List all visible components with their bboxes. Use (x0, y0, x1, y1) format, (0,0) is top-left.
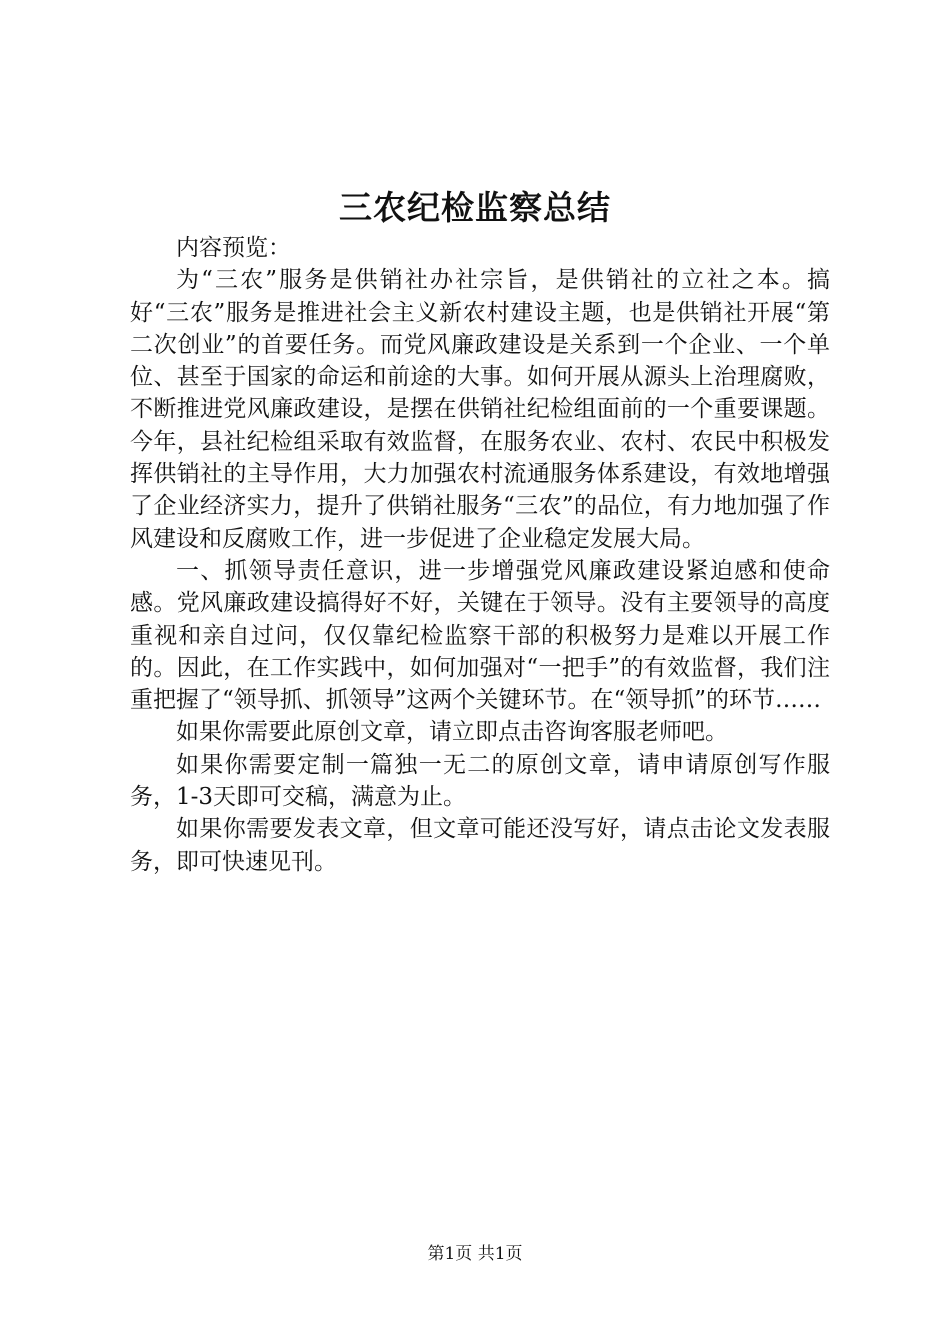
page-number-footer: 第1页 共1页 (427, 1244, 523, 1264)
document-body (130, 232, 830, 878)
paragraph-custom-writing-notice: 如果你需要定制一篇独一无二的原创文章，请申请原创写作服务，1-3天即可交稿，满意为止。 (130, 751, 830, 811)
paragraph-section-one: 一、抓领导责任意识，进一步增强党风廉政建设紧迫感和使命感。党风廉政建设搞得好不好，关键在于领导。没有主要领导的高度重视和亲自过问，仅仅靠纪检监察干部的积极努力是难以开展工作的。因此，在工作实践中，如何加强对“一把手”的有效监督，我们注重把握了“领导抓、抓领导”这两个关键环节。在“领导抓”的环节…… (130, 557, 830, 714)
preview-label: 内容预览： (176, 235, 291, 261)
paragraph-contact-notice: 如果你需要此原创文章，请立即点击咨询客服老师吧。 (176, 719, 728, 746)
document-title: 三农纪检监察总结 (339, 188, 611, 227)
paragraph-publishing-notice: 如果你需要发表文章，但文章可能还没写好，请点击论文发表服务，即可快速见刊。 (130, 816, 830, 875)
paragraph-intro: 为“三农”服务是供销社办社宗旨，是供销社的立社之本。搞好“三农”服务是推进社会主义新农村建设主题，也是供销社开展“第二次创业”的首要任务。而党风廉政建设是关系到一个企业、一个单位、甚至于国家的命运和前途的大事。如何开展从源头上治理腐败，不断推进党风廉政建设，是摆在供销社纪检组面前的一个重要课题。今年，县社纪检组采取有效监督，在服务农业、农村、农民中积极发挥供销社的主导作用，大力加强农村流通服务体系建设，有效地增强了企业经济实力，提升了供销社服务“三农”的品位，有力地加强了作风建设和反腐败工作，进一步促进了企业稳定发展大局。 (130, 267, 830, 552)
